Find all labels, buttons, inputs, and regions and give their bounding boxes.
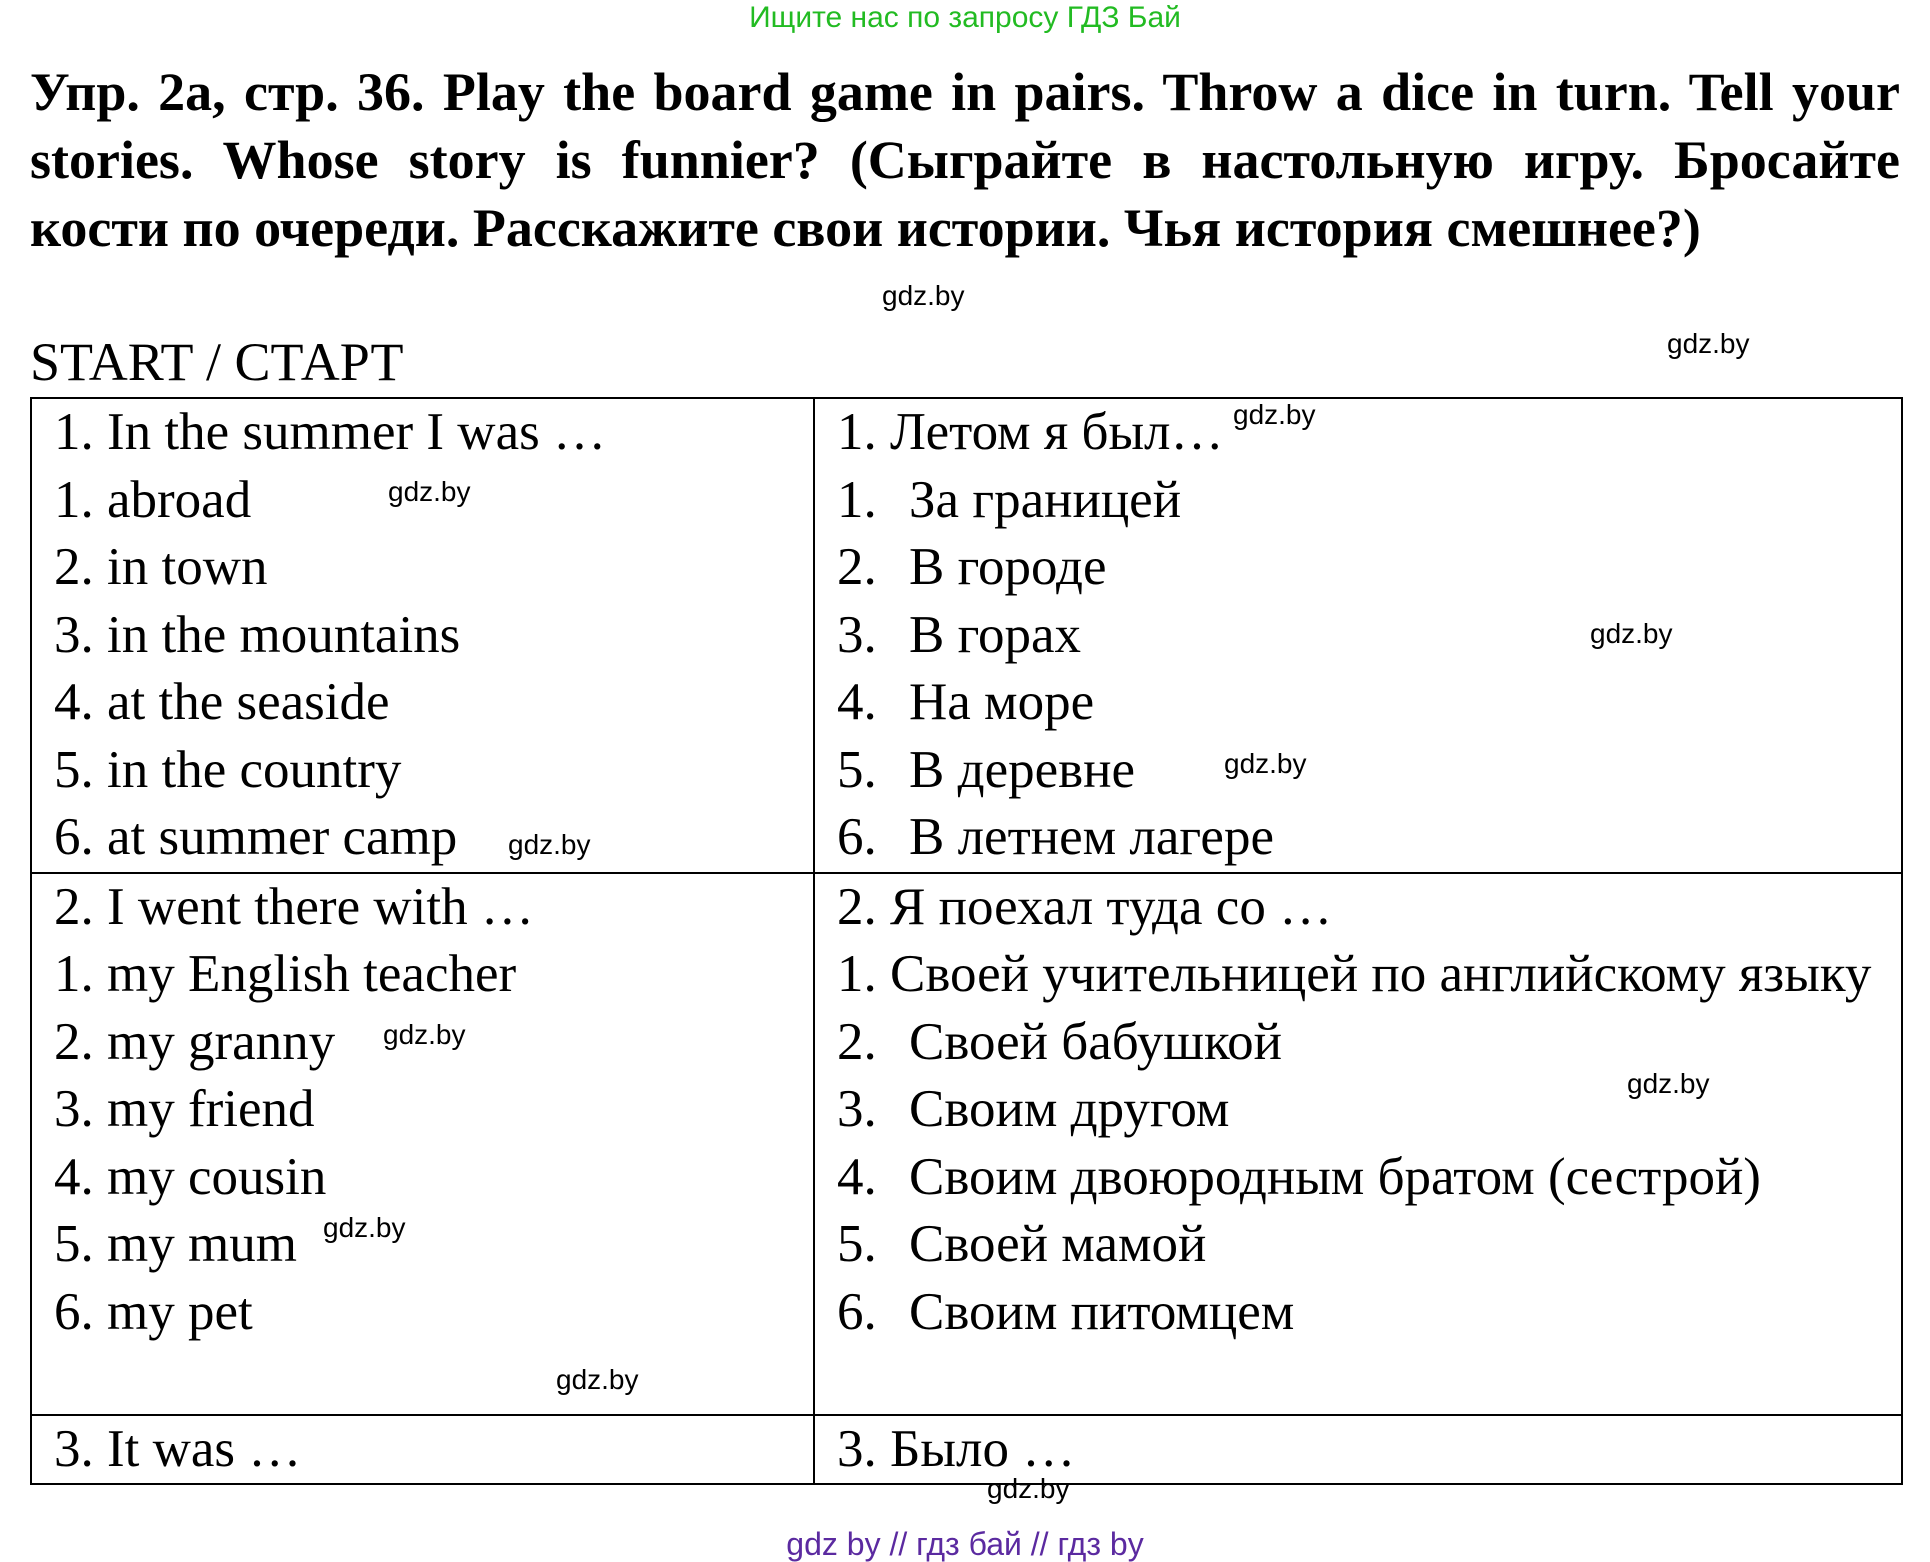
row-heading: 2. I went there with …: [54, 877, 534, 936]
watermark: gdz.by: [556, 1364, 639, 1395]
list-item: 2. my granny: [54, 1012, 336, 1071]
list-item: 5. В деревне: [837, 740, 1136, 799]
list-item: 3. Своим другом: [837, 1080, 1230, 1138]
table-row: [31, 873, 1902, 1415]
watermark: gdz.by: [1590, 618, 1673, 649]
watermark: gdz.by: [882, 280, 965, 311]
footer-links: gdz by // гдз бай // гдз by: [786, 1526, 1144, 1562]
watermark: gdz.by: [1627, 1068, 1710, 1099]
row-heading: 1. In the summer I was …: [54, 403, 606, 461]
list-item: 4. my cousin: [54, 1147, 327, 1206]
list-item: 2. in town: [54, 538, 268, 596]
row-heading: 2. Я поехал туда со …: [837, 877, 1333, 936]
watermark: gdz.by: [987, 1473, 1070, 1504]
list-item: 2. В городе: [837, 538, 1107, 596]
watermark: gdz.by: [383, 1019, 466, 1050]
watermark: gdz.by: [388, 476, 471, 507]
list-item: 1. my English teacher: [54, 945, 517, 1003]
list-item: 1. Своей учительницей по английскому языку: [837, 945, 1872, 1003]
list-item: 6. В летнем лагере: [837, 808, 1274, 866]
russian-cell: [814, 1415, 1902, 1485]
start-label: START / СТАРТ: [30, 332, 404, 392]
watermark: gdz.by: [323, 1212, 406, 1243]
list-item: 5. Своей мамой: [837, 1215, 1207, 1273]
list-item: 5. in the country: [54, 740, 402, 799]
row-heading: 3. Было …: [837, 1419, 1076, 1478]
top-banner: Ищите нас по запросу ГДЗ Бай: [749, 1, 1181, 34]
list-item: 4. На море: [837, 673, 1095, 731]
list-item: 5. my mum: [54, 1215, 297, 1273]
row-heading: 1. Летом я был…: [837, 403, 1224, 461]
watermark: gdz.by: [1224, 748, 1307, 779]
board-game-table: [30, 397, 1903, 1485]
list-item: 6. Своим питомцем: [837, 1282, 1295, 1341]
watermark: gdz.by: [1667, 328, 1750, 359]
list-item: 2. Своей бабушкой: [837, 1012, 1282, 1071]
list-item: 6. my pet: [54, 1282, 253, 1341]
table-row: [31, 1415, 1902, 1485]
exercise-title: Упр. 2а, стр. 36. Play the board game in pairs. Throw a dice in turn. Tell your stories. Whose story is funnier? (Сыграйте в настольную игру. Бросайте кости по очереди. Расскажите свои истории. Чья история смешнее?): [30, 62, 1900, 258]
russian-cell: [814, 398, 1902, 873]
watermark: gdz.by: [1233, 399, 1316, 430]
list-item: 3. В горах: [837, 605, 1082, 664]
list-item: 4. at the seaside: [54, 673, 390, 731]
list-item: 6. at summer camp: [54, 808, 458, 866]
list-item: 3. in the mountains: [54, 605, 461, 664]
list-item: 1. За границей: [837, 470, 1182, 529]
english-cell: [31, 873, 814, 1415]
english-cell: [31, 1415, 814, 1485]
row-heading: 3. It was …: [54, 1419, 302, 1478]
watermark: gdz.by: [508, 829, 591, 860]
list-item: 3. my friend: [54, 1080, 315, 1138]
list-item: 1. abroad: [54, 470, 252, 529]
russian-cell: [814, 873, 1902, 1415]
list-item: 4. Своим двоюродным братом (сестрой): [837, 1147, 1761, 1206]
english-cell: [31, 398, 814, 873]
